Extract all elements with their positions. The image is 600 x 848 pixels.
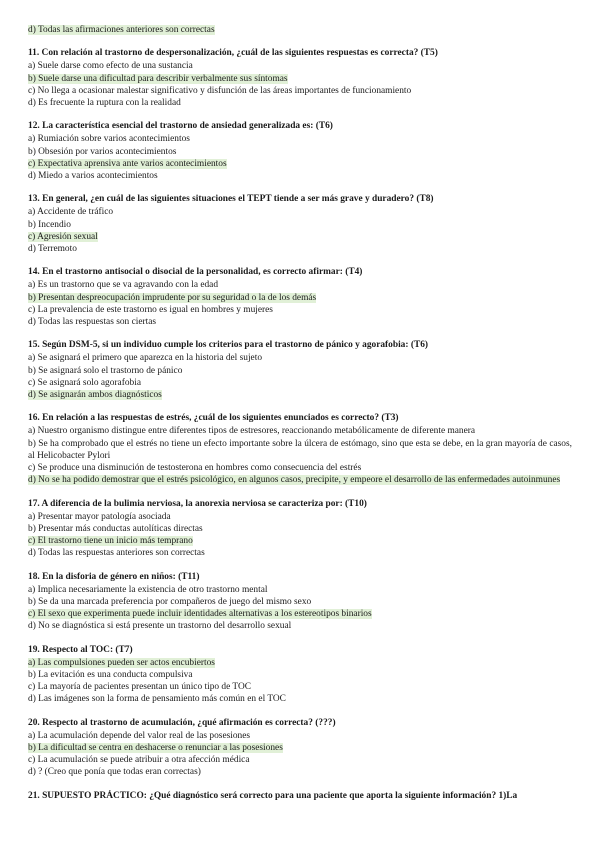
answer-option — [28, 133, 572, 145]
question-block — [28, 339, 572, 401]
answer-option — [28, 693, 572, 705]
answer-option — [28, 365, 572, 377]
answer-option-text: d) Las imágenes son la forma de pensamiento más común en el TOC — [28, 694, 286, 705]
answer-option-text: d) ? (Creo que ponía que todas eran correctas) — [28, 767, 201, 778]
answer-option-text: b) Presentan despreocupación imprudente por su seguridad o la de los demás — [28, 292, 317, 303]
answer-option-text: c) El trastorno tiene un inicio más temprano — [28, 536, 193, 547]
question-title: 14. En el trastorno antisocial o disocial de la personalidad, es correcto afirmar: (T4) — [28, 267, 363, 278]
answer-option-text: a) Es un trastorno que se va agravando con la edad — [28, 280, 219, 291]
answer-option-text: a) Accidente de tráfico — [28, 207, 114, 218]
answer-option-text: c) Expectativa aprensiva ante varios acontecimientos — [28, 158, 227, 169]
answer-option-text: d) Todas las respuestas anteriores son correctas — [28, 548, 205, 559]
answer-option — [28, 730, 572, 742]
answer-option — [28, 754, 572, 766]
answer-option-text: c) La acumulación se puede atribuir a otra afección médica — [28, 755, 250, 766]
answer-option — [28, 352, 572, 364]
answer-option-text: a) Se asignará el primero que aparezca en la historia del sujeto — [28, 353, 263, 364]
answer-option — [28, 231, 572, 243]
question-title: 15. Según DSM-5, si un individuo cumple los criterios para el trastorno de pánico y agorafobia: (T6) — [28, 340, 429, 351]
answer-option — [28, 170, 572, 182]
answer-option-text: b) Obsesión por varios acontecimientos — [28, 146, 177, 157]
answer-option-text: b) Suele darse una dificultad para describir verbalmente sus síntomas — [28, 73, 288, 84]
answer-option — [28, 316, 572, 328]
answer-option — [28, 206, 572, 218]
answer-option — [28, 389, 572, 401]
answer-option-text: b) Presentar más conductas autolíticas directas — [28, 523, 203, 534]
question-title: 19. Respecto al TOC: (T7) — [28, 644, 133, 655]
question-title: 21. SUPUESTO PRÁCTICO: ¿Qué diagnóstico será correcto para una paciente que aporta la siguiente información? 1)La — [28, 790, 518, 801]
answer-option-text: d) Todas las respuestas son ciertas — [28, 317, 157, 328]
answer-option — [28, 669, 572, 681]
answer-option-text: b) Se da una marcada preferencia por compañeros de juego del mismo sexo — [28, 596, 312, 607]
answer-option-text: c) No llega a ocasionar malestar significativo y disfunción de las áreas importantes de funcionamiento — [28, 85, 412, 96]
answer-option-text: a) Las compulsiones pueden ser actos encubiertos — [28, 657, 215, 668]
question-block — [28, 120, 572, 182]
answer-option-text: c) La mayoría de pacientes presentan un único tipo de TOC — [28, 682, 252, 693]
question-block — [28, 571, 572, 633]
answer-option-text: d) Se asignarán ambos diagnósticos — [28, 390, 162, 401]
answer-option-text: a) La acumulación depende del valor real de las posesiones — [28, 730, 251, 741]
answer-option — [28, 681, 572, 693]
answer-option-text: d) Es frecuente la ruptura con la realidad — [28, 98, 181, 109]
answer-option — [28, 766, 572, 778]
question-block — [28, 717, 572, 779]
answer-option-text: a) Rumiación sobre varios acontecimientos — [28, 134, 190, 145]
question-title: 12. La característica esencial del trastorno de ansiedad generalizada es: (T6) — [28, 121, 333, 132]
answer-option — [28, 523, 572, 535]
answer-option-text: b) Se asignará solo el trastorno de pánico — [28, 365, 183, 376]
answer-option — [28, 462, 572, 474]
answer-option-text: a) Implica necesariamente la existencia de otro trastorno mental — [28, 584, 268, 595]
question-block — [28, 266, 572, 328]
answer-option — [28, 292, 572, 304]
answer-option-text: c) La prevalencia de este trastorno es igual en hombres y mujeres — [28, 304, 273, 315]
answer-option — [28, 742, 572, 754]
answer-option-text: a) Nuestro organismo distingue entre diferentes tipos de estresores, reaccionando metabólicamente de diferente manera — [28, 426, 476, 437]
question-block — [28, 644, 572, 706]
answer-option — [28, 158, 572, 170]
answer-option — [28, 474, 572, 486]
answer-option-text: d) Terremoto — [28, 244, 77, 255]
question-title: 18. En la disforia de género en niños: (T11) — [28, 571, 200, 582]
answer-option — [28, 219, 572, 231]
answer-option — [28, 584, 572, 596]
answer-option — [28, 547, 572, 559]
question-block — [28, 412, 572, 486]
question-title: 20. Respecto al trastorno de acumulación, ¿qué afirmación es correcta? (???) — [28, 717, 336, 728]
answer-option — [28, 425, 572, 437]
answer-option-text: b) Incendio — [28, 219, 71, 230]
answer-option — [28, 304, 572, 316]
question-title: 16. En relación a las respuestas de estrés, ¿cuál de los siguientes enunciados es correcto? (T3) — [28, 413, 399, 424]
question-list — [28, 47, 572, 778]
question-block — [28, 193, 572, 255]
question-title: 13. En general, ¿en cuál de las siguientes situaciones el TEPT tiende a ser más grave y duradero? (T8) — [28, 194, 434, 205]
question-block — [28, 498, 572, 560]
question-block — [28, 47, 572, 109]
answer-option — [28, 657, 572, 669]
answer-option-text: a) Suele darse como efecto de una sustancia — [28, 61, 193, 72]
answer-option — [28, 24, 572, 36]
answer-option — [28, 620, 572, 632]
answer-option-text: a) Presentar mayor patología asociada — [28, 511, 171, 522]
question-block — [28, 790, 572, 802]
answer-option-text: d) No se ha podido demostrar que el estrés psicológico, en algunos casos, precipite, y empeore el desarrollo de las enfermedades autoinmunes — [28, 475, 561, 486]
answer-option — [28, 146, 572, 158]
answer-option — [28, 60, 572, 72]
answer-option-text: d) Todas las afirmaciones anteriores son correctas — [28, 25, 215, 35]
answer-option-text: d) No se diagnóstica si está presente un trastorno del desarrollo sexual — [28, 621, 292, 632]
answer-option — [28, 608, 572, 620]
answer-option-text: d) Miedo a varios acontecimientos — [28, 171, 158, 182]
answer-option-text: b) Se ha comprobado que el estrés no tiene un efecto importante sobre la úlcera de estómago, sino que esta se debe, en la gran mayoría de casos, al Helicobacter Pylori — [28, 438, 572, 461]
answer-option-text: c) Se asignará solo agorafobia — [28, 377, 141, 388]
answer-option — [28, 97, 572, 109]
answer-option — [28, 535, 572, 547]
answer-option — [28, 511, 572, 523]
answer-option — [28, 377, 572, 389]
question-title: 17. A diferencia de la bulimia nerviosa, la anorexia nerviosa se caracteriza por: (T10) — [28, 498, 367, 509]
answer-option-text: c) Agresión sexual — [28, 231, 98, 242]
answer-option-text: b) La evitación es una conducta compulsiva — [28, 669, 193, 680]
answer-option-text: c) El sexo que experimenta puede incluir identidades alternativas a los estereotipos binarios — [28, 609, 372, 620]
answer-option — [28, 243, 572, 255]
answer-option — [28, 596, 572, 608]
answer-option — [28, 438, 572, 462]
answer-option — [28, 85, 572, 97]
answer-option — [28, 279, 572, 291]
answer-option — [28, 73, 572, 85]
question-title: 11. Con relación al trastorno de despersonalización, ¿cuál de las siguientes respuestas es correcta? (T5) — [28, 48, 438, 59]
answer-option-text: b) La dificultad se centra en deshacerse o renunciar a las posesiones — [28, 742, 283, 753]
answer-option-text: c) Se produce una disminución de testosterona en hombres como consecuencia del estrés — [28, 463, 362, 474]
